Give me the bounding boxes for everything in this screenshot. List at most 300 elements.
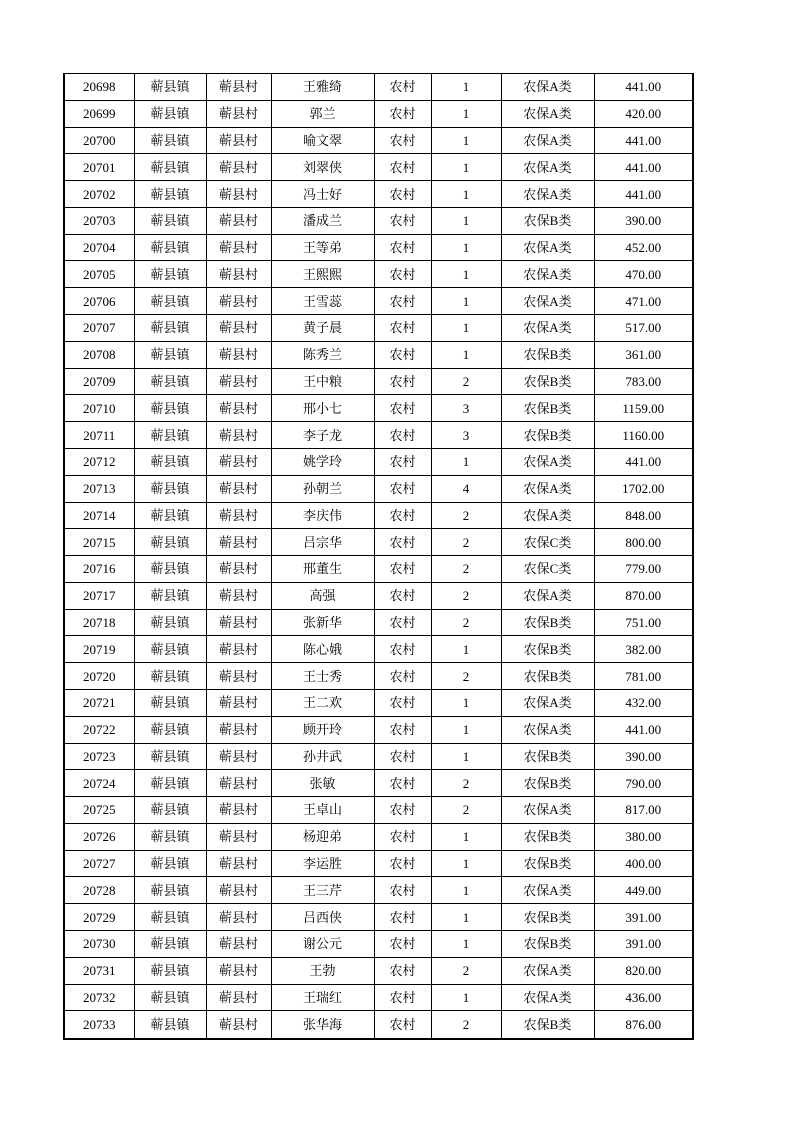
cell-amount-yuan: 391.00 <box>594 904 693 931</box>
cell-person-name: 王三芹 <box>271 877 374 904</box>
cell-record-id: 20729 <box>64 904 134 931</box>
cell-town-name: 蕲县镇 <box>134 689 206 716</box>
cell-amount-yuan: 441.00 <box>594 74 693 101</box>
cell-person-count: 1 <box>431 341 501 368</box>
cell-record-id: 20718 <box>64 609 134 636</box>
cell-residence-type: 农村 <box>374 261 431 288</box>
cell-village-name: 蕲县村 <box>206 877 271 904</box>
cell-amount-yuan: 470.00 <box>594 261 693 288</box>
cell-village-name: 蕲县村 <box>206 1011 271 1039</box>
cell-insurance-category: 农保C类 <box>501 529 594 556</box>
cell-record-id: 20707 <box>64 315 134 342</box>
cell-record-id: 20723 <box>64 743 134 770</box>
cell-person-name: 王等弟 <box>271 234 374 261</box>
cell-person-count: 2 <box>431 502 501 529</box>
cell-residence-type: 农村 <box>374 957 431 984</box>
cell-residence-type: 农村 <box>374 716 431 743</box>
cell-amount-yuan: 848.00 <box>594 502 693 529</box>
cell-town-name: 蕲县镇 <box>134 582 206 609</box>
cell-insurance-category: 农保B类 <box>501 395 594 422</box>
cell-village-name: 蕲县村 <box>206 74 271 101</box>
cell-residence-type: 农村 <box>374 448 431 475</box>
cell-village-name: 蕲县村 <box>206 368 271 395</box>
cell-insurance-category: 农保A类 <box>501 582 594 609</box>
cell-town-name: 蕲县镇 <box>134 904 206 931</box>
cell-person-name: 王二欢 <box>271 689 374 716</box>
cell-village-name: 蕲县村 <box>206 127 271 154</box>
table-row <box>64 422 693 449</box>
cell-person-count: 1 <box>431 931 501 958</box>
cell-residence-type: 农村 <box>374 582 431 609</box>
cell-record-id: 20710 <box>64 395 134 422</box>
cell-amount-yuan: 1160.00 <box>594 422 693 449</box>
cell-person-count: 2 <box>431 529 501 556</box>
cell-insurance-category: 农保A类 <box>501 689 594 716</box>
cell-residence-type: 农村 <box>374 663 431 690</box>
cell-amount-yuan: 432.00 <box>594 689 693 716</box>
cell-record-id: 20708 <box>64 341 134 368</box>
cell-town-name: 蕲县镇 <box>134 207 206 234</box>
cell-town-name: 蕲县镇 <box>134 181 206 208</box>
cell-record-id: 20698 <box>64 74 134 101</box>
cell-residence-type: 农村 <box>374 341 431 368</box>
cell-record-id: 20717 <box>64 582 134 609</box>
cell-town-name: 蕲县镇 <box>134 636 206 663</box>
table-row <box>64 261 693 288</box>
cell-person-name: 陈心娥 <box>271 636 374 663</box>
cell-amount-yuan: 382.00 <box>594 636 693 663</box>
cell-person-name: 谢公元 <box>271 931 374 958</box>
cell-village-name: 蕲县村 <box>206 234 271 261</box>
cell-amount-yuan: 471.00 <box>594 288 693 315</box>
cell-insurance-category: 农保C类 <box>501 556 594 583</box>
table-row <box>64 395 693 422</box>
cell-amount-yuan: 441.00 <box>594 716 693 743</box>
cell-village-name: 蕲县村 <box>206 395 271 422</box>
table-row <box>64 904 693 931</box>
cell-record-id: 20699 <box>64 100 134 127</box>
cell-person-name: 刘翠侠 <box>271 154 374 181</box>
cell-insurance-category: 农保A类 <box>501 127 594 154</box>
cell-person-name: 孙井武 <box>271 743 374 770</box>
cell-village-name: 蕲县村 <box>206 181 271 208</box>
cell-town-name: 蕲县镇 <box>134 502 206 529</box>
cell-insurance-category: 农保A类 <box>501 877 594 904</box>
table-row <box>64 368 693 395</box>
cell-insurance-category: 农保B类 <box>501 422 594 449</box>
cell-residence-type: 农村 <box>374 502 431 529</box>
cell-person-count: 1 <box>431 823 501 850</box>
cell-village-name: 蕲县村 <box>206 448 271 475</box>
cell-town-name: 蕲县镇 <box>134 850 206 877</box>
cell-village-name: 蕲县村 <box>206 475 271 502</box>
table-row <box>64 502 693 529</box>
cell-village-name: 蕲县村 <box>206 984 271 1011</box>
cell-amount-yuan: 781.00 <box>594 663 693 690</box>
cell-person-name: 李庆伟 <box>271 502 374 529</box>
cell-residence-type: 农村 <box>374 127 431 154</box>
table-row <box>64 984 693 1011</box>
cell-residence-type: 农村 <box>374 529 431 556</box>
cell-record-id: 20724 <box>64 770 134 797</box>
cell-village-name: 蕲县村 <box>206 850 271 877</box>
cell-town-name: 蕲县镇 <box>134 127 206 154</box>
cell-town-name: 蕲县镇 <box>134 341 206 368</box>
cell-amount-yuan: 820.00 <box>594 957 693 984</box>
cell-record-id: 20713 <box>64 475 134 502</box>
table-row <box>64 341 693 368</box>
table-row <box>64 475 693 502</box>
cell-village-name: 蕲县村 <box>206 100 271 127</box>
cell-record-id: 20703 <box>64 207 134 234</box>
cell-person-count: 2 <box>431 556 501 583</box>
cell-record-id: 20727 <box>64 850 134 877</box>
cell-person-name: 王瑞红 <box>271 984 374 1011</box>
cell-person-count: 1 <box>431 315 501 342</box>
cell-village-name: 蕲县村 <box>206 315 271 342</box>
cell-person-count: 1 <box>431 181 501 208</box>
cell-residence-type: 农村 <box>374 315 431 342</box>
table-row <box>64 716 693 743</box>
cell-village-name: 蕲县村 <box>206 689 271 716</box>
cell-residence-type: 农村 <box>374 931 431 958</box>
cell-town-name: 蕲县镇 <box>134 931 206 958</box>
cell-record-id: 20720 <box>64 663 134 690</box>
cell-insurance-category: 农保A类 <box>501 315 594 342</box>
cell-town-name: 蕲县镇 <box>134 1011 206 1039</box>
cell-town-name: 蕲县镇 <box>134 368 206 395</box>
cell-person-count: 4 <box>431 475 501 502</box>
cell-town-name: 蕲县镇 <box>134 663 206 690</box>
cell-person-name: 张华海 <box>271 1011 374 1039</box>
cell-person-count: 3 <box>431 395 501 422</box>
cell-amount-yuan: 441.00 <box>594 181 693 208</box>
cell-town-name: 蕲县镇 <box>134 957 206 984</box>
cell-insurance-category: 农保A类 <box>501 261 594 288</box>
cell-person-name: 李子龙 <box>271 422 374 449</box>
cell-residence-type: 农村 <box>374 368 431 395</box>
table-row <box>64 315 693 342</box>
cell-person-count: 2 <box>431 368 501 395</box>
cell-insurance-category: 农保B类 <box>501 341 594 368</box>
cell-residence-type: 农村 <box>374 850 431 877</box>
cell-record-id: 20726 <box>64 823 134 850</box>
cell-person-name: 张敏 <box>271 770 374 797</box>
cell-residence-type: 农村 <box>374 100 431 127</box>
cell-person-count: 2 <box>431 582 501 609</box>
table-row <box>64 663 693 690</box>
cell-residence-type: 农村 <box>374 823 431 850</box>
table-row <box>64 689 693 716</box>
cell-person-name: 喻文翠 <box>271 127 374 154</box>
cell-person-count: 1 <box>431 127 501 154</box>
cell-residence-type: 农村 <box>374 609 431 636</box>
cell-person-count: 1 <box>431 689 501 716</box>
cell-amount-yuan: 441.00 <box>594 154 693 181</box>
cell-residence-type: 农村 <box>374 797 431 824</box>
cell-insurance-category: 农保B类 <box>501 823 594 850</box>
cell-person-name: 王勃 <box>271 957 374 984</box>
table-row <box>64 288 693 315</box>
cell-amount-yuan: 779.00 <box>594 556 693 583</box>
cell-insurance-category: 农保B类 <box>501 850 594 877</box>
cell-record-id: 20725 <box>64 797 134 824</box>
cell-town-name: 蕲县镇 <box>134 100 206 127</box>
table-row <box>64 823 693 850</box>
cell-village-name: 蕲县村 <box>206 341 271 368</box>
cell-person-name: 吕西侠 <box>271 904 374 931</box>
cell-amount-yuan: 390.00 <box>594 207 693 234</box>
cell-residence-type: 农村 <box>374 207 431 234</box>
cell-amount-yuan: 436.00 <box>594 984 693 1011</box>
cell-person-count: 2 <box>431 1011 501 1039</box>
cell-village-name: 蕲县村 <box>206 582 271 609</box>
cell-residence-type: 农村 <box>374 234 431 261</box>
cell-person-name: 高强 <box>271 582 374 609</box>
cell-amount-yuan: 390.00 <box>594 743 693 770</box>
cell-person-count: 1 <box>431 207 501 234</box>
cell-village-name: 蕲县村 <box>206 261 271 288</box>
cell-record-id: 20733 <box>64 1011 134 1039</box>
cell-person-count: 1 <box>431 100 501 127</box>
cell-village-name: 蕲县村 <box>206 663 271 690</box>
cell-town-name: 蕲县镇 <box>134 315 206 342</box>
cell-person-count: 1 <box>431 636 501 663</box>
cell-record-id: 20714 <box>64 502 134 529</box>
cell-record-id: 20719 <box>64 636 134 663</box>
cell-person-name: 冯士好 <box>271 181 374 208</box>
cell-residence-type: 农村 <box>374 743 431 770</box>
cell-residence-type: 农村 <box>374 181 431 208</box>
cell-person-count: 1 <box>431 288 501 315</box>
table-row <box>64 127 693 154</box>
cell-person-count: 2 <box>431 797 501 824</box>
cell-insurance-category: 农保A类 <box>501 502 594 529</box>
cell-village-name: 蕲县村 <box>206 797 271 824</box>
cell-town-name: 蕲县镇 <box>134 770 206 797</box>
cell-residence-type: 农村 <box>374 422 431 449</box>
cell-insurance-category: 农保A类 <box>501 448 594 475</box>
cell-person-name: 王卓山 <box>271 797 374 824</box>
cell-insurance-category: 农保B类 <box>501 663 594 690</box>
cell-town-name: 蕲县镇 <box>134 475 206 502</box>
cell-amount-yuan: 817.00 <box>594 797 693 824</box>
cell-person-name: 潘成兰 <box>271 207 374 234</box>
cell-insurance-category: 农保A类 <box>501 74 594 101</box>
cell-town-name: 蕲县镇 <box>134 984 206 1011</box>
cell-amount-yuan: 800.00 <box>594 529 693 556</box>
table-row <box>64 448 693 475</box>
cell-record-id: 20700 <box>64 127 134 154</box>
table-row <box>64 74 693 101</box>
cell-insurance-category: 农保A类 <box>501 957 594 984</box>
cell-amount-yuan: 751.00 <box>594 609 693 636</box>
cell-person-count: 1 <box>431 448 501 475</box>
cell-insurance-category: 农保B类 <box>501 904 594 931</box>
cell-amount-yuan: 1159.00 <box>594 395 693 422</box>
cell-amount-yuan: 361.00 <box>594 341 693 368</box>
cell-person-name: 王士秀 <box>271 663 374 690</box>
cell-town-name: 蕲县镇 <box>134 609 206 636</box>
cell-person-count: 2 <box>431 957 501 984</box>
cell-town-name: 蕲县镇 <box>134 288 206 315</box>
cell-insurance-category: 农保B类 <box>501 743 594 770</box>
cell-insurance-category: 农保B类 <box>501 207 594 234</box>
cell-town-name: 蕲县镇 <box>134 448 206 475</box>
cell-record-id: 20712 <box>64 448 134 475</box>
cell-village-name: 蕲县村 <box>206 716 271 743</box>
cell-village-name: 蕲县村 <box>206 770 271 797</box>
cell-town-name: 蕲县镇 <box>134 74 206 101</box>
cell-residence-type: 农村 <box>374 904 431 931</box>
cell-record-id: 20706 <box>64 288 134 315</box>
cell-village-name: 蕲县村 <box>206 823 271 850</box>
table-row <box>64 743 693 770</box>
cell-person-count: 1 <box>431 850 501 877</box>
cell-town-name: 蕲县镇 <box>134 797 206 824</box>
cell-town-name: 蕲县镇 <box>134 154 206 181</box>
cell-residence-type: 农村 <box>374 636 431 663</box>
cell-amount-yuan: 400.00 <box>594 850 693 877</box>
cell-town-name: 蕲县镇 <box>134 743 206 770</box>
cell-village-name: 蕲县村 <box>206 556 271 583</box>
cell-record-id: 20732 <box>64 984 134 1011</box>
cell-person-count: 1 <box>431 716 501 743</box>
cell-insurance-category: 农保B类 <box>501 368 594 395</box>
cell-village-name: 蕲县村 <box>206 422 271 449</box>
cell-person-count: 1 <box>431 877 501 904</box>
cell-record-id: 20702 <box>64 181 134 208</box>
cell-town-name: 蕲县镇 <box>134 395 206 422</box>
cell-person-name: 王熙熙 <box>271 261 374 288</box>
cell-town-name: 蕲县镇 <box>134 716 206 743</box>
cell-person-count: 1 <box>431 234 501 261</box>
cell-person-name: 孙朝兰 <box>271 475 374 502</box>
cell-person-count: 2 <box>431 609 501 636</box>
cell-record-id: 20709 <box>64 368 134 395</box>
table-row <box>64 234 693 261</box>
table-row <box>64 100 693 127</box>
cell-residence-type: 农村 <box>374 689 431 716</box>
table-row <box>64 181 693 208</box>
cell-person-name: 张新华 <box>271 609 374 636</box>
cell-town-name: 蕲县镇 <box>134 823 206 850</box>
table-row <box>64 556 693 583</box>
cell-amount-yuan: 441.00 <box>594 448 693 475</box>
cell-village-name: 蕲县村 <box>206 207 271 234</box>
cell-record-id: 20716 <box>64 556 134 583</box>
table-row <box>64 957 693 984</box>
cell-village-name: 蕲县村 <box>206 636 271 663</box>
cell-amount-yuan: 420.00 <box>594 100 693 127</box>
table-row <box>64 154 693 181</box>
cell-town-name: 蕲县镇 <box>134 556 206 583</box>
table-row <box>64 931 693 958</box>
cell-town-name: 蕲县镇 <box>134 529 206 556</box>
cell-record-id: 20731 <box>64 957 134 984</box>
cell-person-name: 黄子晨 <box>271 315 374 342</box>
cell-insurance-category: 农保B类 <box>501 1011 594 1039</box>
cell-insurance-category: 农保B类 <box>501 609 594 636</box>
cell-insurance-category: 农保A类 <box>501 797 594 824</box>
cell-residence-type: 农村 <box>374 1011 431 1039</box>
cell-village-name: 蕲县村 <box>206 529 271 556</box>
cell-insurance-category: 农保A类 <box>501 234 594 261</box>
cell-village-name: 蕲县村 <box>206 743 271 770</box>
cell-insurance-category: 农保B类 <box>501 770 594 797</box>
cell-person-name: 吕宗华 <box>271 529 374 556</box>
cell-village-name: 蕲县村 <box>206 154 271 181</box>
cell-insurance-category: 农保A类 <box>501 475 594 502</box>
cell-record-id: 20728 <box>64 877 134 904</box>
cell-person-count: 1 <box>431 904 501 931</box>
cell-record-id: 20704 <box>64 234 134 261</box>
table-row <box>64 636 693 663</box>
cell-town-name: 蕲县镇 <box>134 234 206 261</box>
roster-table-body <box>64 74 693 1040</box>
cell-insurance-category: 农保A类 <box>501 181 594 208</box>
cell-person-name: 王雅绮 <box>271 74 374 101</box>
cell-record-id: 20722 <box>64 716 134 743</box>
cell-person-count: 2 <box>431 663 501 690</box>
cell-record-id: 20711 <box>64 422 134 449</box>
cell-town-name: 蕲县镇 <box>134 422 206 449</box>
cell-insurance-category: 农保A类 <box>501 288 594 315</box>
cell-person-name: 姚学玲 <box>271 448 374 475</box>
cell-person-count: 3 <box>431 422 501 449</box>
cell-amount-yuan: 380.00 <box>594 823 693 850</box>
cell-village-name: 蕲县村 <box>206 931 271 958</box>
table-row <box>64 207 693 234</box>
cell-residence-type: 农村 <box>374 288 431 315</box>
cell-amount-yuan: 449.00 <box>594 877 693 904</box>
cell-amount-yuan: 790.00 <box>594 770 693 797</box>
cell-residence-type: 农村 <box>374 74 431 101</box>
table-row <box>64 877 693 904</box>
cell-record-id: 20715 <box>64 529 134 556</box>
cell-amount-yuan: 391.00 <box>594 931 693 958</box>
cell-amount-yuan: 452.00 <box>594 234 693 261</box>
cell-person-name: 杨迎弟 <box>271 823 374 850</box>
cell-amount-yuan: 876.00 <box>594 1011 693 1039</box>
cell-village-name: 蕲县村 <box>206 904 271 931</box>
table-row <box>64 770 693 797</box>
cell-insurance-category: 农保A类 <box>501 154 594 181</box>
cell-insurance-category: 农保B类 <box>501 931 594 958</box>
cell-residence-type: 农村 <box>374 770 431 797</box>
cell-person-name: 王中粮 <box>271 368 374 395</box>
cell-person-name: 邢小七 <box>271 395 374 422</box>
cell-insurance-category: 农保A类 <box>501 100 594 127</box>
cell-residence-type: 农村 <box>374 154 431 181</box>
cell-record-id: 20721 <box>64 689 134 716</box>
cell-person-name: 李运胜 <box>271 850 374 877</box>
cell-amount-yuan: 1702.00 <box>594 475 693 502</box>
cell-town-name: 蕲县镇 <box>134 877 206 904</box>
cell-record-id: 20730 <box>64 931 134 958</box>
cell-residence-type: 农村 <box>374 984 431 1011</box>
cell-insurance-category: 农保B类 <box>501 636 594 663</box>
cell-person-name: 陈秀兰 <box>271 341 374 368</box>
cell-village-name: 蕲县村 <box>206 502 271 529</box>
table-row <box>64 797 693 824</box>
table-row <box>64 850 693 877</box>
cell-person-name: 顾开玲 <box>271 716 374 743</box>
cell-village-name: 蕲县村 <box>206 957 271 984</box>
cell-village-name: 蕲县村 <box>206 288 271 315</box>
cell-record-id: 20701 <box>64 154 134 181</box>
cell-insurance-category: 农保A类 <box>501 716 594 743</box>
